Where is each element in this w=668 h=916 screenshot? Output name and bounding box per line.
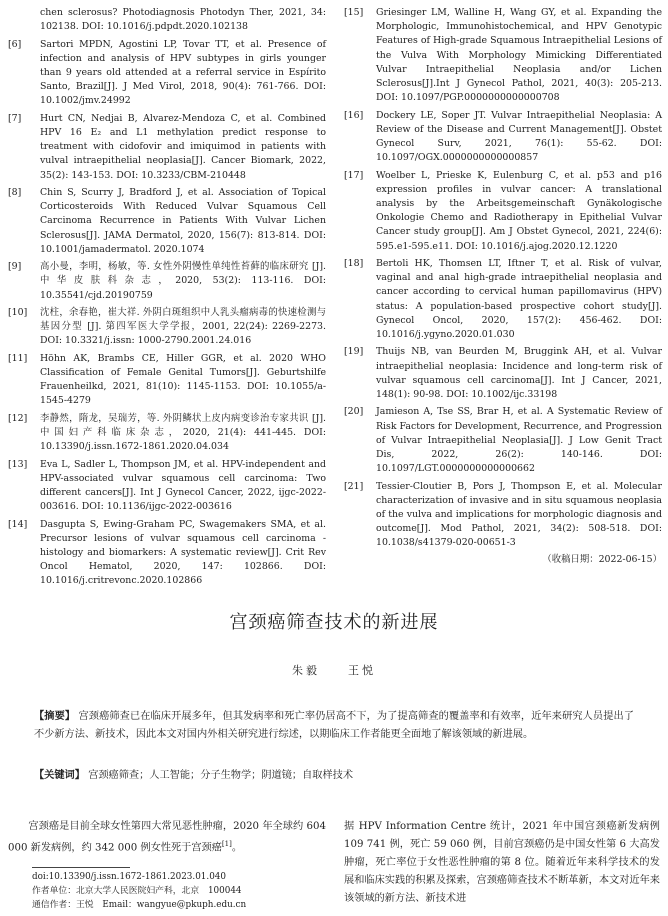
reference-text: Dasgupta S, Ewing-Graham PC, Swagemakers SMA, et al. Precursor lesions of vulvar squamous cell carcinoma - histology and biomarkers: A systematic review[J]. Crit Rev Oncol Hematol, 2020, 147: 102866. DOI: 10.1016/j.critrevonc.2020.102866 — [40, 518, 326, 587]
reference-entry — [344, 169, 662, 254]
reference-text: Dockery LE, Soper JT. Vulvar Intraepithelial Neoplasia: A Review of the Disease and Current Management[J]. Obstet Gynecol Surv, 2021, 76(1): 55-62. DOI: 10.1097/OGX.0000000000000857 — [376, 109, 662, 164]
footnote-affiliation: 作者单位：北京大学人民医院妇产科，北京 100044 — [32, 886, 242, 897]
body-column-right — [344, 818, 660, 908]
reference-number: [8] — [8, 187, 22, 198]
reference-number: [7] — [8, 112, 22, 124]
reference-number: [16] — [344, 109, 364, 121]
reference-entry — [8, 6, 326, 34]
reference-text: Bertoli HK, Thomsen LT, Iftner T, et al. Risk of vulvar, vaginal and anal high-grade intraepithelial neoplasia and cancer according to cervical human papillomavirus (HPV) status: A population-based prospective cohort study[J]. Gynecol Oncol, 2020, 157(2): 456-462. DOI: 10.1016/j.ygyno.2020.01.030 — [376, 258, 662, 341]
reference-number: [21] — [344, 480, 364, 492]
reference-entry — [8, 38, 326, 109]
reference-number: [11] — [8, 352, 28, 364]
abstract-label: 【摘要】 — [34, 710, 76, 722]
body-paragraph — [8, 818, 326, 856]
keywords-label: 【关键词】 — [34, 769, 85, 781]
body-text-end: 。 — [231, 841, 243, 853]
abstract-text: 宫颈癌筛查已在临床开展多年，但其发病率和死亡率仍居高不下，为了提高筛查的覆盖率和有效率，近年来研究人员提出了不少新方法、新技术，因此本文对国内外相关研究进行综述，以期临床工作者能更全面地了解该领域的新进展。 — [34, 711, 634, 740]
reference-column-left — [8, 6, 326, 592]
reference-entry — [8, 260, 326, 303]
footnote-correspondence: 通信作者：王悦 Email：wangyue@pkuph.edu.cn — [32, 900, 247, 911]
reference-text: chen sclerosus? Photodiagnosis Photodyn Ther, 2021, 34: 102138. DOI: 10.1016/j.pdpdt.2020.102138 — [40, 7, 326, 33]
reference-text: 沈柱，余春艳，崔大祥. 外阴白斑组织中人乳头瘤病毒的快速检测与基因分型 [J]. 第四军医大学学报，2001, 22(24): 2269-2273. DOI: 10.3321/j.issn: 1000-2790.2001.24.016 — [40, 307, 326, 347]
reference-text: Woelber L, Prieske K, Eulenburg C, et al. p53 and p16 expression profiles in vulvar cancer: A translational analysis by the Arbeitsgemeinschaft Gynäkologische Onkologie Chemo and Radiotherapy in Epithelial Vulvar Cancer study group[J]. Am J Obstet Gynecol, 2021, 224(6): 595.e1-595.e11. DOI: 10.1016/j.ajog.2020.12.1220 — [376, 169, 662, 252]
body-paragraph: 据 HPV Information Centre 统计，2021 年中国宫颈癌新发病例 109 741 例，死亡 59 060 例，目前宫颈癌仍是中国女性第 6 大高发肿瘤，死亡率位于女性恶性肿瘤的第 8 位。随着近年来科学技术的发展和临床实践的积累及探索，宫颈癌筛查技术不断革新，本文对近年来该领域的新方法、新技术进 — [344, 821, 660, 904]
reference-entry — [8, 186, 326, 257]
reference-number: [9] — [8, 261, 22, 273]
citation-marker: [1] — [221, 839, 232, 848]
body-text: 宫颈癌是目前全球女性第四大常见恶性肿瘤，2020 年全球约 604 000 新发病例，约 342 000 例女性死于宫颈癌 — [8, 821, 326, 853]
footnotes — [32, 870, 332, 913]
reference-entry — [344, 480, 662, 551]
reference-entry — [344, 109, 662, 166]
reference-entry — [8, 306, 326, 349]
reference-number: [15] — [344, 7, 364, 18]
reference-number: [14] — [8, 518, 28, 530]
reference-text: Eva L, Sadler L, Thompson JM, et al. HPV-independent and HPV-associated vulvar squamous cell carcinoma: Two different cancers[J]. Int J Gynecol Cancer, 2022, ijgc-2022-003616. DOI: 10.1136/ijgc-2022-003616 — [40, 458, 326, 513]
reference-text: Tessier-Cloutier B, Pors J, Thompson E, et al. Molecular characterization of invasive and in situ squamous neoplasia of the vulva and implications for morphologic diagnosis and outcome[J]. Mod Pathol, 2021, 34(2): 508-518. DOI: 10.1038/s41379-020-00651-3 — [376, 480, 662, 549]
reference-entry — [344, 6, 662, 105]
keywords — [34, 767, 634, 784]
reference-text: 李静然，隋龙，吴瑞芳，等. 外阴鳞状上皮内病变诊治专家共识 [J]. 中国妇产科临床杂志，2020, 21(4): 441-445. DOI: 10.13390/j.issn.1672-1861.2020.04.034 — [40, 412, 326, 453]
reference-number: [20] — [344, 406, 364, 418]
reference-number: [19] — [344, 346, 364, 358]
reference-text: Höhn AK, Brambs CE, Hiller GGR, et al. 2020 WHO Classification of Female Genital Tumors[J]. Geburtshilfe Frauenheilkd, 2021, 81(10): 1145-1153. DOI: 10.1055/a-1545-4279 — [40, 352, 326, 407]
reference-number: [10] — [8, 307, 28, 318]
reference-entry — [8, 112, 326, 183]
reference-text: Sartori MPDN, Agostini LP, Tovar TT, et al. Presence of infection and analysis of HPV subtypes in girls younger than 9 years old attended at a referral service in Espírito Santo, Brazil[J]. J Med Virol, 2018, 90(4): 761-766. DOI: 10.1002/jmv.24992 — [40, 38, 326, 107]
reference-text: Jamieson A, Tse SS, Brar H, et al. A Systematic Review of Risk Factors for Development, Recurrence, and Progression of Vulvar Intraepithelial Neoplasia[J]. J Low Genit Tract Dis, 2022, 26(2): 140-146. DOI: 10.1097/LGT.0000000000000662 — [376, 406, 662, 475]
reference-number: [13] — [8, 458, 28, 470]
article-authors: 朱毅 王悦 — [292, 664, 376, 677]
received-date: （收稿日期：2022-06-15） — [542, 553, 662, 565]
footnote-doi: doi:10.13390/j.issn.1672-1861.2023.01.040 — [32, 872, 226, 882]
keywords-text: 宫颈癌筛查；人工智能；分子生物学；阴道镜；自取样技术 — [88, 770, 354, 781]
reference-entry — [344, 257, 662, 342]
reference-number: [17] — [344, 169, 364, 181]
abstract — [34, 708, 634, 743]
reference-entry — [8, 518, 326, 589]
reference-text: Hurt CN, Nedjai B, Alvarez-Mendoza C, et al. Combined HPV 16 E₂ and L1 methylation predict response to treatment with cidofovir and imiquimod in patients with vulval intraepithelial neoplasia[J]. Cancer Biomark, 2022, 35(2): 143-153. DOI: 10.3233/CBM-210448 — [40, 112, 326, 181]
reference-number: [18] — [344, 258, 364, 270]
reference-number: [12] — [8, 412, 28, 424]
reference-entry — [344, 345, 662, 402]
reference-text: 高小曼，李明，杨敏，等. 女性外阴慢性单纯性苔藓的临床研究 [J]. 中华皮肤科杂志，2020, 53(2): 113-116. DOI: 10.35541/cjd.20190759 — [40, 261, 326, 301]
reference-entry — [8, 412, 326, 455]
reference-entry — [344, 405, 662, 476]
footnote-divider — [32, 867, 130, 868]
reference-entry — [8, 352, 326, 409]
article-title: 宫颈癌筛查技术的新进展 — [229, 612, 439, 633]
reference-text: Thuijs NB, van Beurden M, Bruggink AH, et al. Vulvar intraepithelial neoplasia: Incidence and long-term risk of vulvar squamous cell carcinoma[J]. Int J Cancer, 2021, 148(1): 90-98. DOI: 10.1002/ijc.33198 — [376, 346, 662, 401]
reference-number: [6] — [8, 38, 22, 50]
reference-text: Griesinger LM, Walline H, Wang GY, et al. Expanding the Morphologic, Immunohistochemical, and HPV Genotypic Features of High-grade Squamous Intraepithelial Lesions of the Vulva With Morphology Mimicking Differentiated Vulvar Intraepithelial Neoplasia and/or Lichen Sclerosus[J].Int J Gynecol Pathol, 2021, 40(3): 205-213. DOI: 10.1097/PGP.0000000000000708 — [376, 7, 662, 104]
reference-entry — [8, 458, 326, 515]
reference-text: Chin S, Scurry J, Bradford J, et al. Association of Topical Corticosteroids With Reduced Vulvar Squamous Cell Carcinoma Recurrence in Patients With Vulvar Lichen Sclerosus[J]. JAMA Dermatol, 2020, 156(7): 813-814. DOI: 10.1001/jamadermatol. 2020.1074 — [40, 187, 326, 255]
reference-column-right — [344, 6, 662, 567]
body-column-left — [8, 818, 326, 856]
